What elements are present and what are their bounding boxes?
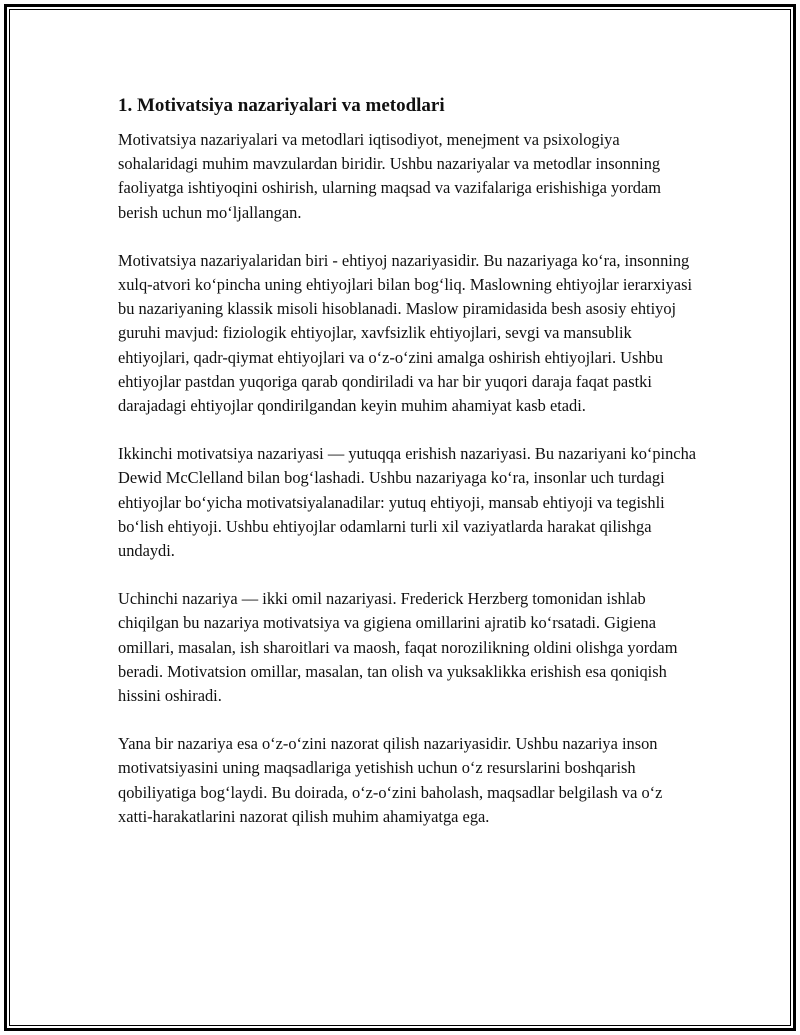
paragraph-two-factor-theory: Uchinchi nazariya — ikki omil nazariyasi. Frederick Herzberg tomonidan ishlab chiqilgan bu nazariya motivatsiya va gigiena omillarini ajratib koʻrsatadi. Gigiena omillari, masalan, ish sharoitlari va maosh, faqat norozilikning oldini olishga yordam beradi. Motivatsion omillar, masalan, tan olish va yuksaklikka erishish esa qoniqish hissini oshiradi. <box>118 589 678 706</box>
section-heading: 1. Motivatsiya nazariyalari va metodlari <box>118 95 445 116</box>
paragraph-self-regulation-theory: Yana bir nazariya esa oʻz-oʻzini nazorat qilish nazariyasidir. Ushbu nazariya inson motivatsiyasini uning maqsadlariga yetishish uchun oʻz resurslarini boshqarish qobiliyatiga bogʻlaydi. Bu doirada, oʻz-oʻzini baholash, maqsadlar belgilash va oʻz xatti-harakatlarini nazorat qilish muhim ahamiyatga ega. <box>118 734 663 826</box>
paragraph-achievement-theory: Ikkinchi motivatsiya nazariyasi — yutuqqa erishish nazariyasi. Bu nazariyani koʻpincha Dewid McClelland bilan bogʻlashadi. Ushbu nazariyaga koʻra, insonlar uch turdagi ehtiyojlar boʻyicha motivatsiyalanadilar: yutuq ehtiyoji, mansab ehtiyoji va tegishli boʻlish ehtiyoji. Ushbu ehtiyojlar odamlarni turli xil vaziyatlarda harakat qilishga undaydi. <box>118 444 697 561</box>
paragraph-intro: Motivatsiya nazariyalari va metodlari iqtisodiyot, menejment va psixologiya sohalaridagi muhim mavzulardan biridir. Ushbu nazariyalar va metodlar insonning faoliyatga ishtiyoqini oshirish, ularning maqsad va vazifalariga erishishiga yordam berish uchun moʻljallangan. <box>118 130 662 222</box>
document-body <box>118 92 698 853</box>
paragraph-needs-theory: Motivatsiya nazariyalaridan biri - ehtiyoj nazariyasidir. Bu nazariyaga koʻra, insonning xulq-atvori koʻpincha uning ehtiyojlari bilan bogʻliq. Maslowning ehtiyojlar ierarxiyasi bu nazariyaning klassik misoli hisoblanadi. Maslow piramidasida besh asosiy ehtiyoj guruhi mavjud: fiziologik ehtiyojlar, xavfsizlik ehtiyojlari, sevgi va mansublik ehtiyojlari, qadr-qiymat ehtiyojlari va oʻz-oʻzini amalga oshirish ehtiyojlari. Ushbu ehtiyojlar pastdan yuqoriga qarab qondiriladi va har bir yuqori daraja faqat pastki darajadagi ehtiyojlar qondirilgandan keyin muhim ahamiyat kasb etadi. <box>118 250 693 416</box>
